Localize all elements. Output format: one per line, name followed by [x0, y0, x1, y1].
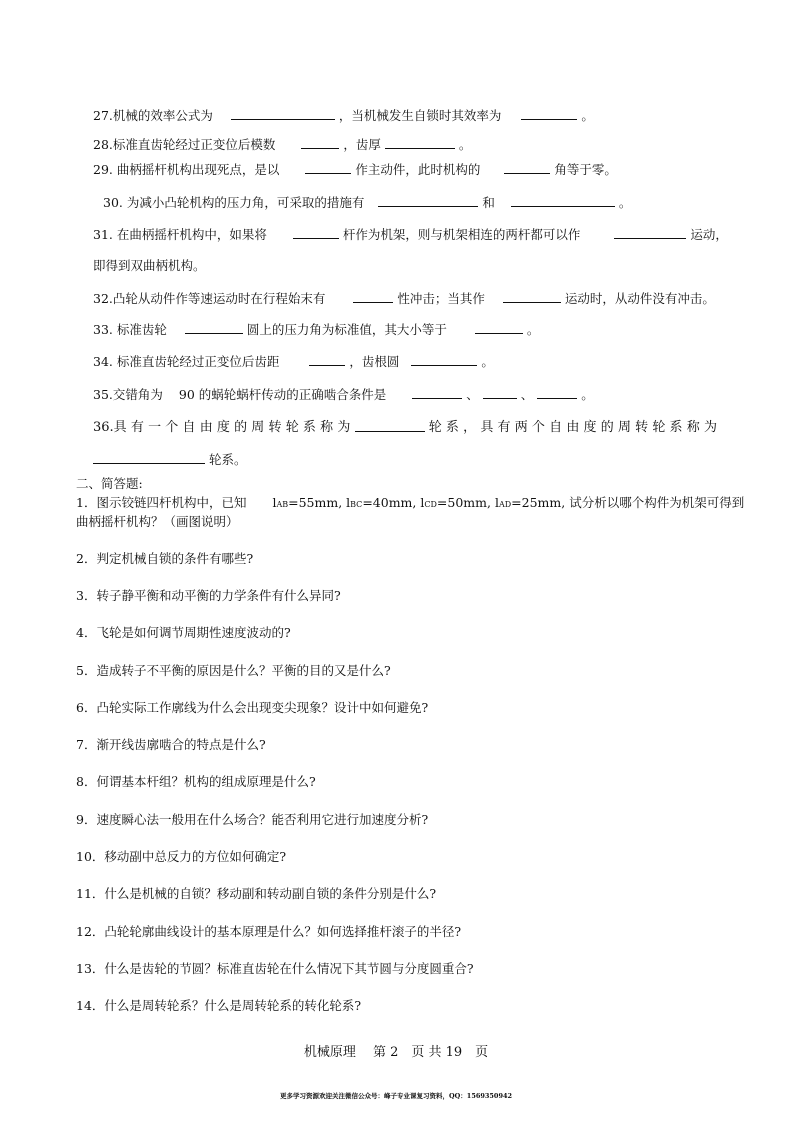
answer-blank[interactable]	[185, 322, 243, 334]
question-27: 27.机械的效率公式为 ，当机械发生自锁时其效率为 。	[93, 108, 594, 123]
answer-blank[interactable]	[305, 162, 351, 174]
answer-blank[interactable]	[483, 387, 517, 399]
answer-blank[interactable]	[231, 108, 335, 120]
question-31-continuation: 即得到双曲柄机构。	[93, 258, 206, 273]
short-answer-item: 12．凸轮轮廓曲线设计的基本原理是什么？如何选择推杆滚子的半径?	[76, 924, 462, 939]
short-answer-1-continuation: 曲柄摇杆机构？（画图说明）	[76, 514, 239, 529]
question-29: 29. 曲柄摇杆机构出现死点，是以 作主动件，此时机构的 角等于零。	[93, 162, 617, 177]
answer-blank[interactable]	[412, 387, 462, 399]
answer-blank[interactable]	[511, 195, 615, 207]
answer-blank[interactable]	[504, 162, 550, 174]
short-answer-item: 8．何谓基本杆组？机构的组成原理是什么?	[76, 774, 316, 789]
answer-blank[interactable]	[301, 137, 339, 149]
short-answer-item: 5．造成转子不平衡的原因是什么？平衡的目的又是什么?	[76, 663, 391, 678]
question-31: 31. 在曲柄摇杆机构中，如果将 杆作为机架，则与机架相连的两杆都可以作 运动，	[93, 227, 728, 242]
answer-blank[interactable]	[521, 108, 577, 120]
question-30: 30. 为减小凸轮机构的压力角，可采取的措施有 和 。	[103, 195, 632, 210]
short-answer-1: 1．图示铰链四杆机构中，已知 lAB=55mm, lBC=40mm, lCD=50mm, lAD=25mm, 试分析以哪个构件为机架可得到	[76, 495, 745, 510]
short-answer-item: 4．飞轮是如何调节周期性速度波动的?	[76, 625, 291, 640]
answer-blank[interactable]	[411, 354, 477, 366]
answer-blank[interactable]	[93, 452, 205, 464]
answer-blank[interactable]	[503, 291, 561, 303]
short-answer-item: 11．什么是机械的自锁？移动副和转动副自锁的条件分别是什么?	[76, 886, 437, 901]
question-32: 32.凸轮从动件作等速运动时在行程始末有 性冲击；当其作 运动时，从动件没有冲击。	[93, 291, 715, 306]
answer-blank[interactable]	[614, 227, 686, 239]
question-33: 33. 标准齿轮 圆上的压力角为标准值，其大小等于 。	[93, 322, 540, 337]
short-answer-item: 13．什么是齿轮的节圆？标准直齿轮在什么情况下其节圆与分度圆重合?	[76, 961, 474, 976]
answer-blank[interactable]	[355, 420, 425, 432]
question-35: 35.交错角为 90 的蜗轮蜗杆传动的正确啮合条件是 、 、 。	[93, 387, 594, 402]
question-36-continuation: 轮系。	[93, 452, 247, 468]
answer-blank[interactable]	[475, 322, 523, 334]
question-36: 36.具 有 一 个 自 由 度 的 周 转 轮 系 称 为 轮 系 ， 具 有 两 个 自 由 度 的 周 转 轮 系 称 为	[93, 420, 717, 435]
answer-blank[interactable]	[385, 137, 455, 149]
footer-note: 更多学习资源欢迎关注微信公众号：峰子专业课复习资料，QQ：1569350942	[279, 1092, 513, 1100]
short-answer-item: 6．凸轮实际工作廓线为什么会出现变尖现象？设计中如何避免?	[76, 700, 429, 715]
short-answer-item: 14．什么是周转轮系？什么是周转轮系的转化轮系?	[76, 998, 362, 1013]
section-heading: 二、简答题:	[76, 476, 143, 491]
short-answer-item: 9．速度瞬心法一般用在什么场合？能否利用它进行加速度分析?	[76, 812, 429, 827]
question-34: 34. 标准直齿轮经过正变位后齿距 ，齿根圆 。	[93, 354, 494, 369]
answer-blank[interactable]	[378, 195, 478, 207]
short-answer-item: 10．移动副中总反力的方位如何确定?	[76, 849, 287, 864]
answer-blank[interactable]	[537, 387, 577, 399]
answer-blank[interactable]	[309, 354, 345, 366]
question-28: 28.标准直齿轮经过正变位后模数 ，齿厚 。	[93, 137, 472, 152]
answer-blank[interactable]	[293, 227, 339, 239]
answer-blank[interactable]	[353, 291, 393, 303]
page-footer: 机械原理 第 2 页 共 19 页	[303, 1045, 489, 1060]
short-answer-item: 3．转子静平衡和动平衡的力学条件有什么异同?	[76, 588, 341, 603]
short-answer-item: 2．判定机械自锁的条件有哪些?	[76, 551, 254, 566]
short-answer-item: 7．渐开线齿廓啮合的特点是什么?	[76, 737, 266, 752]
